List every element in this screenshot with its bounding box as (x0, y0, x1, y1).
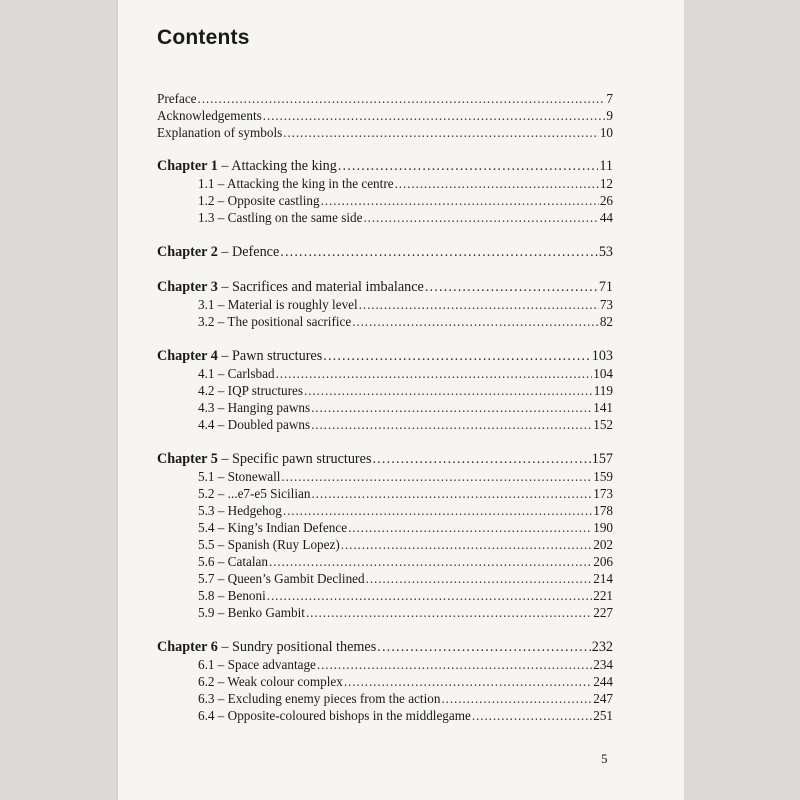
toc-page-number: 247 (593, 691, 613, 706)
toc-spacer (157, 261, 613, 279)
toc-front-entry (157, 90, 613, 107)
toc-entry-label (157, 244, 279, 261)
chapter-title: – Defence (217, 244, 280, 260)
toc-section-entry (157, 399, 613, 416)
dot-leader (317, 656, 592, 673)
dot-leader (321, 192, 599, 209)
toc-section-entry (157, 707, 613, 724)
chapter-number: Chapter 6 (157, 639, 218, 655)
dot-leader (425, 279, 598, 296)
toc-spacer (157, 433, 613, 451)
dot-leader (311, 399, 592, 416)
toc-page-number: 251 (593, 708, 613, 723)
toc-page-number: 26 (599, 193, 613, 208)
toc-entry-label: 1.1 – Attacking the king in the centre (198, 176, 394, 191)
toc-section-entry (157, 416, 613, 433)
toc-section-entry (157, 673, 613, 690)
toc-page-number: 10 (599, 125, 613, 140)
dot-leader (280, 244, 598, 261)
dot-leader (341, 536, 592, 553)
toc-page-number: 141 (593, 400, 613, 415)
toc-section-entry (157, 553, 613, 570)
toc-page-number: 234 (593, 657, 613, 672)
toc-page-number: 152 (593, 417, 613, 432)
toc-entry-label (157, 348, 322, 365)
toc-entry-label (157, 639, 376, 656)
dot-leader (344, 673, 592, 690)
dot-leader (311, 416, 592, 433)
toc-section-entry (157, 365, 613, 382)
toc-entry-label: 6.4 – Opposite-coloured bishops in the middlegame (198, 708, 471, 723)
toc-entry-label: 6.3 – Excluding enemy pieces from the action (198, 691, 441, 706)
dot-leader (283, 502, 592, 519)
toc-entry-label: 5.1 – Stonewall (198, 469, 281, 484)
dot-leader (366, 570, 593, 587)
toc-section-entry (157, 175, 613, 192)
toc-front-entry (157, 107, 613, 124)
toc-chapter-entry (157, 348, 613, 365)
toc-entry-label: 5.7 – Queen’s Gambit Declined (198, 571, 365, 586)
toc-entry-label: 4.1 – Carlsbad (198, 366, 275, 381)
toc-page-number: 53 (598, 244, 613, 260)
chapter-number: Chapter 3 (157, 279, 218, 295)
toc-section-entry (157, 382, 613, 399)
toc-entry-label: 5.4 – King’s Indian Defence (198, 520, 348, 535)
toc-page-number: 73 (599, 297, 613, 312)
toc-section-entry (157, 468, 613, 485)
dot-leader (395, 175, 599, 192)
toc-section-entry (157, 570, 613, 587)
toc-entry-label: 4.3 – Hanging pawns (198, 400, 311, 415)
toc-entry-label: 5.2 – ...e7-e5 Sicilian (198, 486, 311, 501)
dot-leader (283, 124, 599, 141)
dot-leader (269, 553, 592, 570)
dot-leader (198, 90, 606, 107)
toc-page-number: 104 (593, 366, 613, 381)
toc-entry-label (157, 451, 371, 468)
toc-chapter-entry (157, 158, 613, 175)
dot-leader (472, 707, 592, 724)
toc-entry-label (157, 279, 424, 296)
toc-section-entry (157, 604, 613, 621)
toc-page-number: 244 (593, 674, 613, 689)
dot-leader (281, 468, 592, 485)
toc-entry-label: Explanation of symbols (157, 125, 283, 140)
toc-entry-label: Preface (157, 91, 197, 106)
toc-chapter-entry (157, 639, 613, 656)
toc-entry-label: 1.2 – Opposite castling (198, 193, 320, 208)
dot-leader (306, 604, 592, 621)
toc-page-number: 11 (599, 158, 613, 174)
toc-page-number: 71 (598, 279, 613, 295)
dot-leader (441, 690, 592, 707)
toc-entry-label: 5.8 – Benoni (198, 588, 266, 603)
chapter-title: – Pawn structures (217, 348, 323, 364)
toc-page-number: 12 (599, 176, 613, 191)
dot-leader (372, 451, 590, 468)
dot-leader (304, 382, 593, 399)
toc-chapter-entry (157, 451, 613, 468)
dot-leader (338, 158, 599, 175)
scan-margin-right (684, 0, 800, 800)
chapter-title: – Specific pawn structures (217, 451, 372, 467)
toc-section-entry (157, 587, 613, 604)
toc-entry-label: 4.4 – Doubled pawns (198, 417, 311, 432)
dot-leader (323, 348, 590, 365)
toc-page-number: 214 (593, 571, 613, 586)
chapter-number: Chapter 4 (157, 348, 218, 364)
toc-spacer (157, 226, 613, 244)
table-of-contents (157, 90, 613, 724)
toc-page-number: 178 (593, 503, 613, 518)
toc-entry-label: Acknowledgements (157, 108, 262, 123)
dot-leader (363, 209, 598, 226)
toc-page-number: 227 (593, 605, 613, 620)
chapter-title: – Sacrifices and material imbalance (217, 279, 424, 295)
toc-entry-label: 3.1 – Material is roughly level (198, 297, 358, 312)
toc-spacer (157, 621, 613, 639)
dot-leader (348, 519, 592, 536)
toc-page-number: 202 (593, 537, 613, 552)
toc-page-number: 103 (591, 348, 613, 364)
toc-entry-label (157, 158, 337, 175)
toc-section-entry (157, 192, 613, 209)
dot-leader (377, 639, 590, 656)
toc-entry-label: 4.2 – IQP structures (198, 383, 303, 398)
toc-front-entry (157, 124, 613, 141)
toc-page-number: 206 (593, 554, 613, 569)
chapter-number: Chapter 5 (157, 451, 218, 467)
chapter-title: – Attacking the king (217, 158, 337, 174)
toc-spacer (157, 330, 613, 348)
toc-section-entry (157, 313, 613, 330)
toc-page-number: 44 (599, 210, 613, 225)
toc-entry-label: 5.9 – Benko Gambit (198, 605, 305, 620)
chapter-number: Chapter 2 (157, 244, 218, 260)
toc-entry-label: 5.3 – Hedgehog (198, 503, 282, 518)
scan-margin-left (0, 0, 118, 800)
toc-entry-label: 6.2 – Weak colour complex (198, 674, 343, 689)
toc-section-entry (157, 209, 613, 226)
toc-spacer (157, 141, 613, 158)
toc-page-number: 119 (593, 383, 613, 398)
toc-entry-label: 5.5 – Spanish (Ruy Lopez) (198, 537, 340, 552)
toc-chapter-entry (157, 244, 613, 261)
toc-section-entry (157, 690, 613, 707)
toc-entry-label: 3.2 – The positional sacrifice (198, 314, 352, 329)
toc-section-entry (157, 485, 613, 502)
page-title: Contents (157, 26, 250, 49)
toc-entry-label: 1.3 – Castling on the same side (198, 210, 363, 225)
toc-page-number: 9 (606, 108, 613, 123)
dot-leader (311, 485, 592, 502)
toc-section-entry (157, 502, 613, 519)
toc-page-number: 232 (591, 639, 613, 655)
toc-section-entry (157, 536, 613, 553)
toc-page-number: 190 (593, 520, 613, 535)
toc-page-number: 82 (599, 314, 613, 329)
toc-section-entry (157, 656, 613, 673)
toc-page-number: 173 (593, 486, 613, 501)
toc-page-number: 221 (593, 588, 613, 603)
page-number: 5 (601, 751, 608, 766)
chapter-title: – Sundry positional themes (217, 639, 377, 655)
dot-leader (359, 296, 599, 313)
toc-entry-label: 5.6 – Catalan (198, 554, 268, 569)
toc-page-number: 157 (591, 451, 613, 467)
dot-leader (276, 365, 593, 382)
dot-leader (267, 587, 592, 604)
toc-page-number: 159 (593, 469, 613, 484)
toc-page-number: 7 (606, 91, 613, 106)
dot-leader (263, 107, 606, 124)
toc-chapter-entry (157, 279, 613, 296)
chapter-number: Chapter 1 (157, 158, 218, 174)
toc-section-entry (157, 519, 613, 536)
dot-leader (352, 313, 599, 330)
toc-entry-label: 6.1 – Space advantage (198, 657, 316, 672)
toc-section-entry (157, 296, 613, 313)
